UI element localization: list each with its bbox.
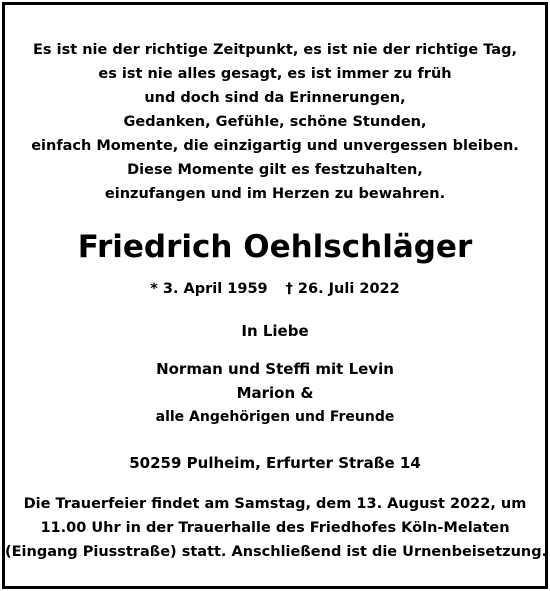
deceased-name: Friedrich Oehlschläger bbox=[77, 229, 473, 265]
funeral-notice bbox=[5, 492, 548, 564]
mourner-line: alle Angehörigen und Freunde bbox=[155, 409, 395, 425]
notice-line: Die Trauerfeier findet am Samstag, dem 13. August 2022, um bbox=[23, 496, 527, 512]
birth-date: * 3. April 1959 bbox=[150, 281, 268, 297]
poem-line: Es ist nie der richtige Zeitpunkt, es ist nie der richtige Tag, bbox=[33, 42, 517, 58]
poem-line: es ist nie alles gesagt, es ist immer zu früh bbox=[98, 66, 452, 82]
poem-line: Gedanken, Gefühle, schöne Stunden, bbox=[123, 114, 427, 130]
poem-line: und doch sind da Erinnerungen, bbox=[144, 90, 406, 106]
life-dates bbox=[5, 278, 545, 300]
poem-line: einfach Momente, die einzigartig und unvergessen bleiben. bbox=[31, 138, 519, 154]
poem-line: einzufangen und im Herzen zu bewahren. bbox=[104, 186, 446, 202]
notice-line: 11.00 Uhr in der Trauerhalle des Friedhofes Köln-Melaten bbox=[40, 520, 510, 536]
address: 50259 Pulheim, Erfurter Straße 14 bbox=[129, 454, 421, 472]
poem bbox=[5, 38, 545, 206]
in-love-heading: In Liebe bbox=[241, 322, 309, 340]
mourner-line: Marion & bbox=[236, 384, 314, 402]
mourners-list bbox=[5, 357, 545, 429]
obituary-frame bbox=[2, 2, 548, 589]
poem-line: Diese Momente gilt es festzuhalten, bbox=[127, 162, 423, 178]
mourner-line: Norman und Steffi mit Levin bbox=[156, 360, 394, 378]
notice-line: (Eingang Piusstraße) statt. Anschließend ist die Urnenbeisetzung. bbox=[5, 544, 548, 560]
death-date: † 26. Juli 2022 bbox=[285, 281, 400, 297]
